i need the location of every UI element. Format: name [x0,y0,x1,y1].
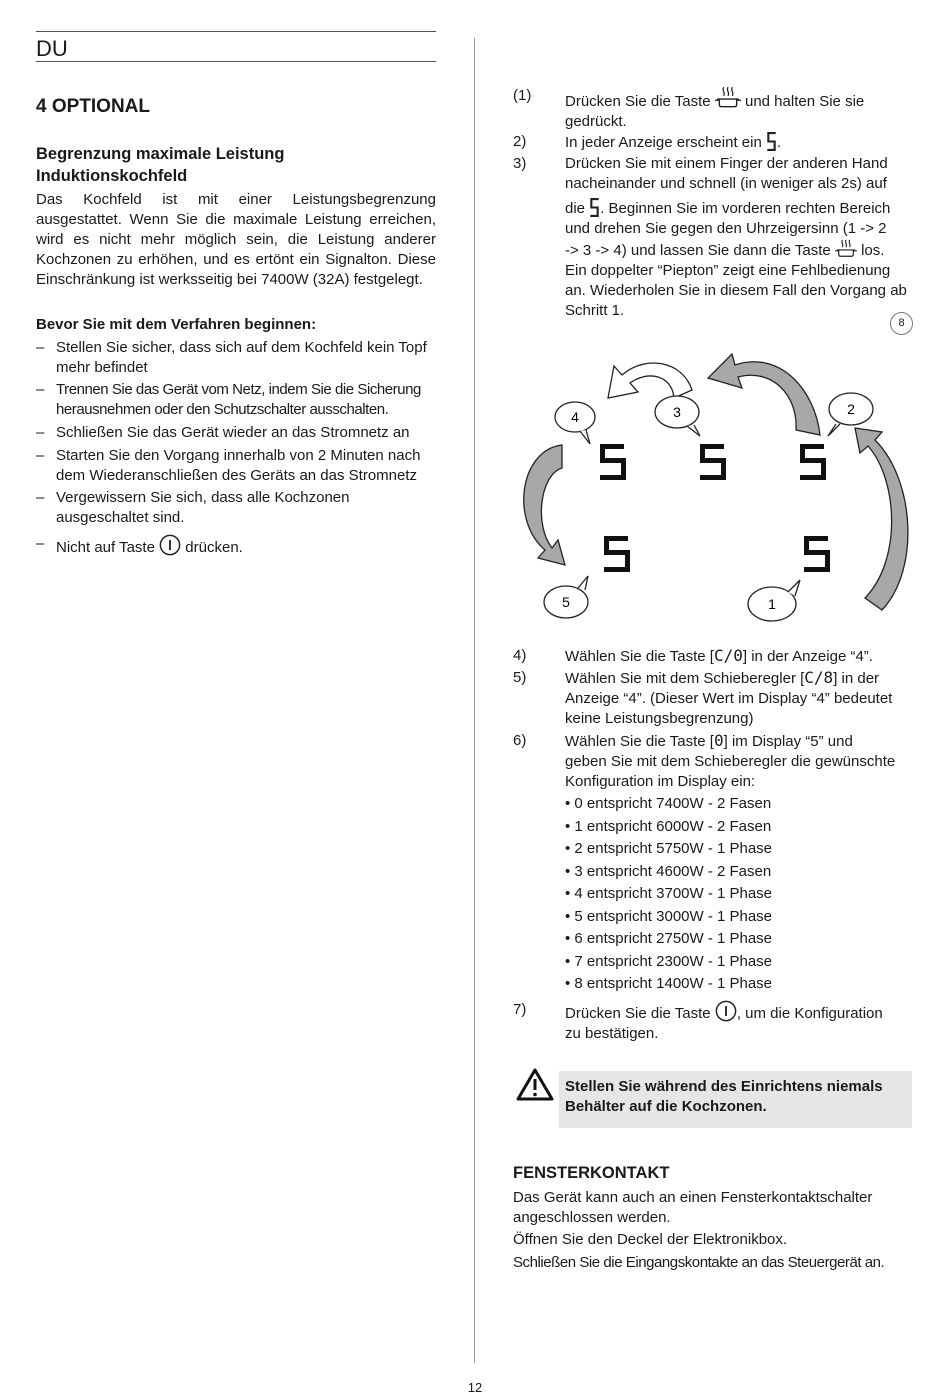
section-title: 4 OPTIONAL [36,96,151,117]
power-circle-icon [715,1000,737,1022]
step-text-part: -> 3 -> 4) und lassen Sie dann die Taste [565,242,831,259]
diagram-label: 1 [768,596,776,612]
step-line: Ein doppelter “Piepton” zeigt eine Fehlbedienung an. Wiederholen Sie in diesem Fall den Vorgang ab Schritt 1. [565,262,907,319]
window-contact-text: Das Gerät kann auch an einen Fensterkontaktschalter angeschlossen werden. [513,1189,873,1226]
list-item-text: drücken. [185,539,243,556]
step-text-part: ] im Display “5” und [723,733,853,750]
config-option: • 8 entspricht 1400W - 1 Phase [565,975,773,992]
list-dash: – [36,339,45,356]
step-text [565,86,912,132]
step-text-part: . [776,134,782,151]
column-divider [474,38,475,1363]
config-option: • 4 entspricht 3700W - 1 Phase [565,885,773,902]
step-line: Drücken Sie mit einem Finger der anderen Hand [565,155,888,172]
step-text-part: und halten Sie sie gedrückt. [565,93,865,130]
display-3-symbol [700,444,726,480]
step-text [565,731,912,792]
config-option: • 0 entspricht 7400W - 2 Fasen [565,795,772,812]
step-text-part: . Beginnen Sie im vorderen rechten Bereich [600,200,891,217]
step-number: 4) [513,647,527,664]
list-dash: – [36,489,45,506]
step-number: 3) [513,155,527,172]
step-number: 2) [513,133,527,150]
diagram-label: 3 [673,404,681,420]
step-text [565,154,912,321]
arrow-left [524,445,565,565]
pot-with-steam-icon [715,86,741,110]
config-option: • 5 entspricht 3000W - 1 Phase [565,907,773,925]
config-option: • 1 entspricht 6000W - 2 Fasen [565,817,772,835]
figure-number: 8 [890,312,913,335]
step-text-part: Wählen Sie die Taste [ [565,733,714,750]
step-text [565,646,912,667]
diagram-label: 5 [562,594,570,610]
list-dash: – [36,447,45,464]
config-option: • 7 entspricht 2300W - 1 Phase [565,952,773,970]
config-option: • 2 entspricht 5750W - 1 Phase [565,840,773,857]
display-5-symbol [604,536,630,572]
label-bubble-3 [655,396,700,436]
step-text-part: , um die Konfiguration [736,1005,883,1022]
step-line: Anzeige “4”. (Dieser Wert im Display “4” bedeutet keine Leistungsbegrenzung) [565,690,893,727]
window-contact-title: FENSTERKONTAKT [513,1164,670,1182]
step-number: (1) [513,87,532,104]
list-item: Vergewissern Sie sich, dass alle Kochzonen ausgeschaltet sind. [56,489,350,526]
step-line: zu bestätigen. [565,1025,659,1042]
list-item: Starten Sie den Vorgang innerhalb von 2 Minuten nach dem Wiederanschließen des Geräts an das Stromnetz [56,447,421,484]
list-dash: – [36,424,45,441]
step-text-part: Drücken Sie die Taste [565,93,711,110]
intro-paragraph: Das Kochfeld ist mit einer Leistungsbegrenzung ausgestattet. Wenn Sie die maximale Leistung erreichen, wird es nicht mehr möglich sein, die Leistung anderer Kochzonen zu erhöhen, und es ertönt ein Signalton. Diese Einschränkung ist werksseitig bei 7400W (32A) festgelegt. [36,191,436,288]
step-text [565,668,912,729]
subsection-title: Begrenzung maximale Leistung Induktionskochfeld [36,145,285,185]
config-option: • 3 entspricht 4600W - 2 Fasen [565,862,772,880]
warning-triangle-icon [515,1067,555,1103]
step-text [565,1000,912,1044]
diagram-label: 4 [571,409,579,425]
window-contact-text: Öffnen Sie den Deckel der Elektronikbox. [513,1231,788,1248]
display-1-symbol [804,536,830,572]
label-bubble-4 [555,402,595,444]
list-item-text: Nicht auf Taste [56,539,155,556]
list-item: Trennen Sie das Gerät vom Netz, indem Sie die Sicherung herausnehmen oder den Schutzschalter ausschalten. [56,381,421,418]
step-text-part: Wählen Sie mit dem Schieberegler [ [565,670,805,687]
step-text [565,132,912,153]
diagram-label: 2 [847,401,855,417]
step-text-part: ] in der Anzeige “4”. [742,648,873,665]
list-dash: – [36,535,45,552]
display-2-symbol [800,444,826,480]
language-code: DU [36,36,68,61]
step-text-part: ] in der [833,670,880,687]
display-4-symbol [600,444,626,480]
arrow-top-right [708,354,820,435]
segment-display-icon [589,198,600,217]
step-number: 6) [513,732,527,749]
display-diagram [510,340,920,630]
before-start-title: Bevor Sie mit dem Verfahren beginnen: [36,316,317,333]
display-code: C/8 [804,668,834,687]
step-number: 7) [513,1001,527,1018]
header-bar [36,31,436,62]
window-contact-text: Schließen Sie die Eingangskontakte an das Steuergerät an. [513,1254,885,1271]
list-item [56,534,436,558]
step-line: nacheinander und schnell (in weniger als 2s) auf [565,175,887,192]
step-text-part: Wählen Sie die Taste [ [565,648,714,665]
label-bubble-5 [544,576,588,618]
display-code: C/0 [713,646,743,665]
arrow-right [855,428,908,610]
step-line: geben Sie mit dem Schieberegler die gewünschte Konfiguration im Display ein: [565,753,896,790]
step-text-part: In jeder Anzeige erscheint ein [565,134,762,151]
step-text-part: Drücken Sie die Taste [565,1005,711,1022]
warning-text: Stellen Sie während des Einrichtens niemals Behälter auf die Kochzonen. [565,1078,883,1115]
list-item: Stellen Sie sicher, dass sich auf dem Kochfeld kein Topf mehr befindet [56,339,427,376]
config-option: • 6 entspricht 2750W - 1 Phase [565,930,773,947]
page-number: 12 [467,1380,483,1395]
segment-display-icon [766,132,777,151]
arrow-top-middle [608,363,692,398]
pot-with-steam-icon [835,239,857,259]
step-line: und drehen Sie gegen den Uhrzeigersinn (1 -> 2 [565,220,887,237]
display-code: 0 [713,731,724,750]
power-circle-icon [159,534,181,556]
label-bubble-1 [748,580,800,621]
step-line [565,239,912,261]
step-text-part: los. [861,242,885,259]
step-text-part: die [565,200,586,217]
step-line [565,198,912,219]
step-number: 5) [513,669,527,686]
list-dash: – [36,381,45,398]
list-item: Schließen Sie das Gerät wieder an das Stromnetz an [56,424,410,441]
